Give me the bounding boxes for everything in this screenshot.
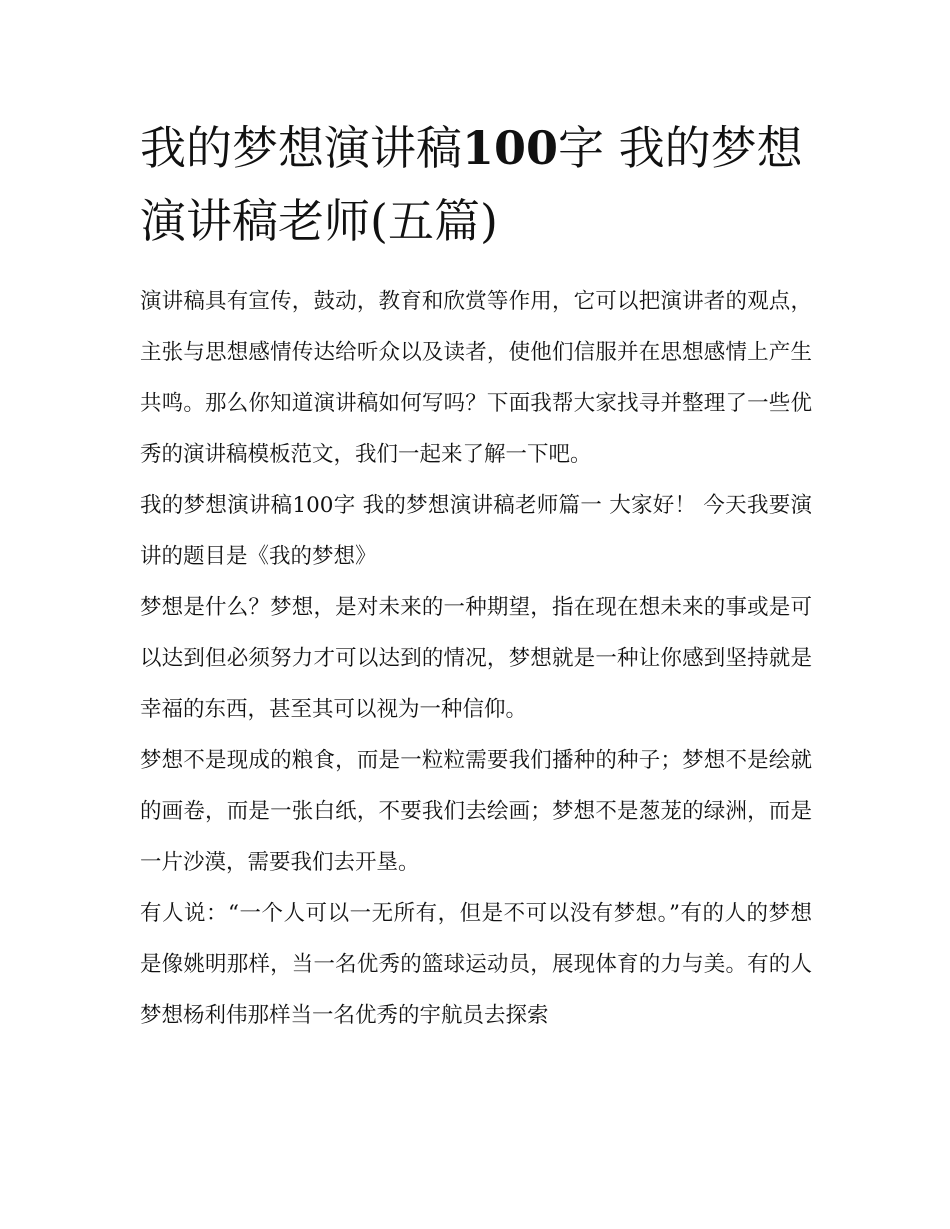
paragraph-quote: 有人说：“一个人可以一无所有，但是不可以没有梦想。”有的人的梦想是像姚明那样，当一名优秀的篮球运动员，展现体育的力与美。有的人梦想杨利伟那样当一名优秀的宇航员去探索 — [140, 901, 812, 1028]
document-page — [140, 112, 812, 1041]
paragraph-speech-heading: 我的梦想演讲稿100字 我的梦想演讲稿老师篇一 大家好！ 今天我要演讲的题目是《我的梦想》 — [140, 493, 812, 569]
paragraph-intro: 演讲稿具有宣传，鼓动，教育和欣赏等作用，它可以把演讲者的观点，主张与思想感情传达给听众以及读者，使他们信服并在思想感情上产生共鸣。那么你知道演讲稿如何写吗？下面我帮大家找寻并整理了一些优秀的演讲稿模板范文，我们一起来了解一下吧。 — [140, 289, 812, 467]
title-number: 100 — [462, 121, 559, 175]
paragraph-dream-metaphors: 梦想不是现成的粮食，而是一粒粒需要我们播种的种子；梦想不是绘就的画卷，而是一张白纸，不要我们去绘画；梦想不是葱茏的绿洲，而是一片沙漠，需要我们去开垦。 — [140, 748, 812, 875]
document-title: 我的梦想演讲稿100字 我的梦想演讲稿老师(五篇) — [140, 121, 803, 248]
paragraph-what-is-dream: 梦想是什么？梦想，是对未来的一种期望，指在现在想未来的事或是可以达到但必须努力才可以达到的情况，梦想就是一种让你感到坚持就是幸福的东西，甚至其可以视为一种信仰。 — [140, 595, 812, 722]
